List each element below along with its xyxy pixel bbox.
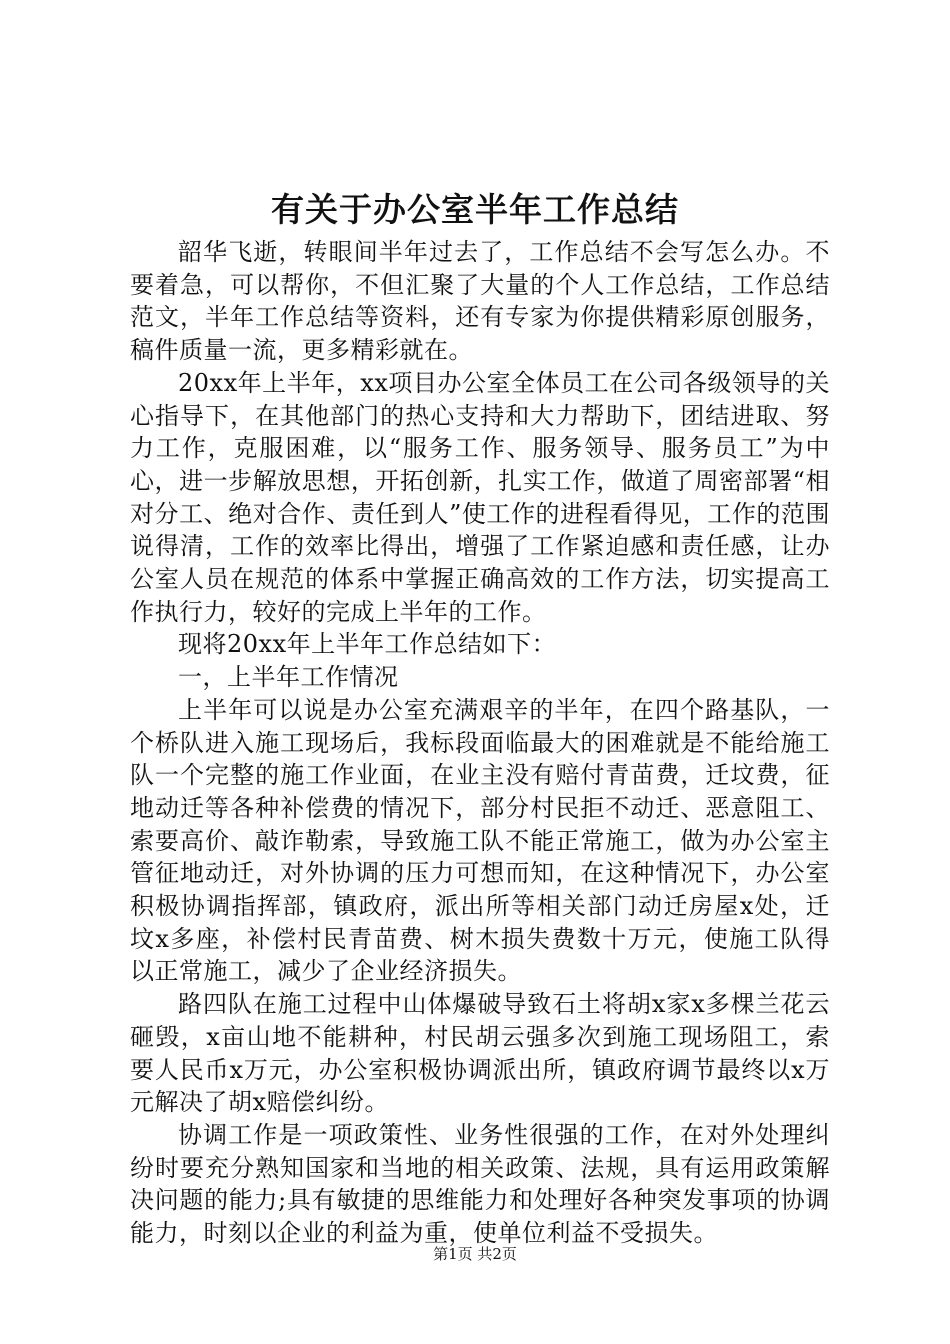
paragraph-overview: 20xx年上半年，xx项目办公室全体员工在公司各级领导的关心指导下，在其他部门的热心支持和大力帮助下，团结进取、努力工作，克服困难，以“服务工作、服务领导、服务员工”为中心，进一步解放思想，开拓创新，扎实工作，做道了周密部署“相对分工、绝对合作、责任到人”使工作的进程看得见，工作的范围说得清，工作的效率比得出，增强了工作紧迫感和责任感，让办公室人员在规范的体系中掌握正确高效的工作方法，切实提高工作执行力，较好的完成上半年的工作。: [130, 368, 830, 626]
paragraph-intro: 韶华飞逝，转眼间半年过去了，工作总结不会写怎么办。不要着急，可以帮你，不但汇聚了大量的个人工作总结，工作总结范文，半年工作总结等资料，还有专家为你提供精彩原创服务，稿件质量一流，更多精彩就在。: [130, 238, 830, 365]
page-footer: 第1页 共2页: [433, 1245, 517, 1263]
document-title: 有关于办公室半年工作总结: [271, 190, 679, 229]
paragraph-first-half: 上半年可以说是办公室充满艰辛的半年，在四个路基队，一个桥队进入施工现场后，我标段面临最大的困难就是不能给施工队一个完整的施工作业面，在业主没有赔付青苗费，迁坟费，征地动迁等各种补偿费的情况下，部分村民拒不动迁、恶意阻工、索要高价、敲诈勒索，导致施工队不能正常施工，做为办公室主管征地动迁，对外协调的压力可想而知，在这种情况下，办公室积极协调指挥部，镇政府，派出所等相关部门动迁房屋x处，迁坟x多座，补偿村民青苗费、树木损失费数十万元，使施工队得以正常施工，减少了企业经济损失。: [130, 695, 830, 986]
paragraph-road-team: 路四队在施工过程中山体爆破导致石土将胡x家x多棵兰花云砸毁，x亩山地不能耕种，村民胡云强多次到施工现场阻工，索要人民币x万元，办公室积极协调派出所，镇政府调节最终以x万元解决了胡x赔偿纠纷。: [130, 990, 830, 1117]
paragraph-summary-lead: 现将20xx年上半年工作总结如下：: [178, 630, 557, 659]
paragraph-coordination: 协调工作是一项政策性、业务性很强的工作，在对外处理纠纷时要充分熟知国家和当地的相关政策、法规，具有运用政策解决问题的能力;具有敏捷的思维能力和处理好各种突发事项的协调能力，时刻以企业的利益为重，使单位利益不受损失。: [130, 1120, 830, 1248]
section-heading: 一，上半年工作情况: [178, 663, 399, 692]
document-body: [130, 236, 830, 1250]
